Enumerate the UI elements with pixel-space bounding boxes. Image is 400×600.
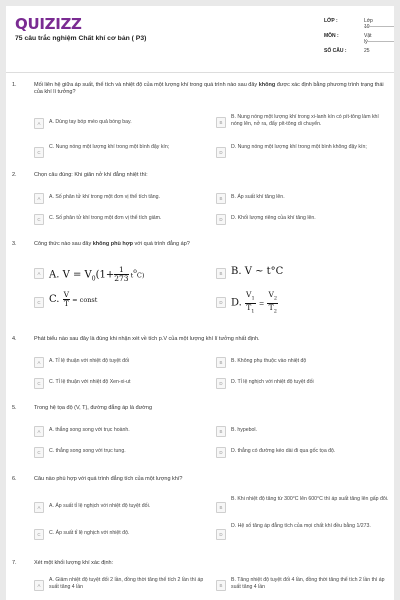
worksheet-page — [6, 6, 394, 600]
question-text: Chọn câu đúng: Khi giãn nở khí đẳng nhiệt thì: — [34, 172, 148, 178]
option-key: C — [34, 378, 44, 389]
question-number: 2. — [12, 172, 17, 178]
option-key: A — [34, 580, 44, 591]
option-text: A. Tỉ lệ thuận với nhiệt độ tuyệt đối — [49, 358, 130, 364]
option-key: B — [216, 117, 226, 128]
option-text: A. Dùng tay bóp méo quả bóng bay. — [49, 119, 132, 125]
header-divider — [6, 72, 394, 73]
option-key: B — [216, 193, 226, 204]
formula-a: A. $V = V_0(1+$ $\frac{1}{273}$ $t^oC$) — [49, 265, 145, 284]
option-text: B. Áp suất khí tăng lên. — [231, 194, 285, 200]
option-key: B — [216, 357, 226, 368]
option-text: B. Nung nóng một lượng khí trong xi-lanh kín có pít-tông làm khí nóng lên, nở ra, đẩy pít-tông di chuyển. — [231, 114, 379, 127]
question-number: 6. — [12, 476, 17, 482]
formula-c: C. $\frac{V}{T}$ = const — [49, 290, 98, 308]
meta-subject-label: MÔN : — [324, 33, 339, 39]
option-key: C — [34, 297, 44, 308]
option-key: D — [216, 447, 226, 458]
question-text: Câu nào phù hợp với quá trình đẳng tích của một lượng khí? — [34, 476, 183, 482]
option-key: B — [216, 580, 226, 591]
option-key: A — [34, 426, 44, 437]
option-text: C. Áp suất tỉ lệ nghịch với nhiệt độ. — [49, 530, 130, 536]
question-text: Trong hệ tọa độ (V, T), đường đẳng áp là đường — [34, 405, 153, 411]
option-text: A. thẳng song song với trục hoành. — [49, 427, 130, 433]
option-text: B. Khi nhiệt độ tăng từ 300°C lên 600°C thì áp suất tăng lên gấp đôi. — [231, 496, 389, 502]
option-text: A. Số phân tử khí trong một đơn vị thể tích tăng. — [49, 194, 160, 200]
option-key: D — [216, 378, 226, 389]
option-text: A. Giảm nhiệt độ tuyệt đối 2 lần, đồng thời tăng thể tích 2 lần thì áp suất tăng 4 lần — [49, 577, 204, 590]
meta-subject-value: Vật lý — [364, 33, 372, 45]
option-key: A — [34, 193, 44, 204]
meta-class-value: Lớp 10 — [364, 18, 373, 30]
option-text: B. hypebol. — [231, 427, 257, 433]
meta-divider — [364, 41, 394, 42]
option-key: C — [34, 447, 44, 458]
option-key: D — [216, 147, 226, 158]
quizizz-logo: QUIZIZZ — [15, 15, 82, 33]
option-key: A — [34, 118, 44, 129]
option-key: C — [34, 214, 44, 225]
option-text: C. Nung nóng một lượng khí trong một bình đậy kín; — [49, 144, 170, 150]
option-key: A — [34, 502, 44, 513]
option-text: C. Số phân tử khí trong một đơn vị thể tích giảm. — [49, 215, 162, 221]
option-text: D. Khối lượng riêng của khí tăng lên. — [231, 215, 316, 221]
question-text: Phát biểu nào sau đây là đúng khi nhận xét về tích p.V của một lượng khí lí tưởng nhất định. — [34, 336, 260, 342]
option-key: C — [34, 147, 44, 158]
worksheet-title: 75 câu trắc nghiệm Chất khí cơ bản ( P3) — [15, 35, 147, 42]
question-number: 4. — [12, 336, 17, 342]
question-number: 1. — [12, 82, 17, 88]
option-text: D. Nung nóng một lượng khí trong một bình không đậy kín; — [231, 144, 367, 150]
option-text: D. Hệ số tăng áp đẳng tích của mọi chất khí đều bằng 1/273. — [231, 523, 371, 529]
option-text: C. Tỉ lệ thuận với nhiệt độ Xen-xi-ut — [49, 379, 131, 385]
meta-count-label: SỐ CÂU : — [324, 48, 347, 54]
meta-class-label: LỚP : — [324, 18, 338, 24]
option-text: C. thẳng song song với trục tung. — [49, 448, 126, 454]
question-number: 7. — [12, 560, 17, 566]
option-key: B — [216, 426, 226, 437]
question-number: 5. — [12, 405, 17, 411]
meta-count-value: 25 — [364, 48, 370, 54]
formula-b: B. V ~ t°C — [231, 266, 284, 277]
option-key: B — [216, 268, 226, 279]
option-text: A. Áp suất tỉ lệ nghịch với nhiệt độ tuyệt đối. — [49, 503, 151, 509]
question-number: 3. — [12, 241, 17, 247]
option-key: A — [34, 268, 44, 279]
question-text: Xét một khối lượng khí xác định: — [34, 560, 114, 566]
question-text: Mối liên hệ giữa áp suất, thể tích và nhiệt độ của một lượng khí trong quá trình nào sau đây không được xác định bằng phương trình trạng thái của khí lí tưởng? — [34, 82, 384, 96]
option-key: A — [34, 357, 44, 368]
option-text: D. thẳng có đường kéo dài đi qua gốc tọa độ. — [231, 448, 336, 454]
option-key: B — [216, 502, 226, 513]
option-key: D — [216, 297, 226, 308]
option-text: D. Tỉ lệ nghịch với nhiệt độ tuyệt đối — [231, 379, 314, 385]
meta-divider — [364, 26, 394, 27]
option-text: B. Tăng nhiệt độ tuyệt đối 4 lần, đồng thời tăng thể tích 2 lần thì áp suất tăng 4 lần — [231, 577, 385, 590]
option-text: B. Không phụ thuộc vào nhiệt độ — [231, 358, 307, 364]
question-text: Công thức nào sau đây không phù hợp với quá trình đẳng áp? — [34, 241, 190, 247]
formula-d: D. $\frac{V_1}{T_1}$ = $\frac{V_2}{T_2}$ — [231, 290, 278, 314]
option-key: D — [216, 214, 226, 225]
option-key: C — [34, 529, 44, 540]
option-key: D — [216, 529, 226, 540]
